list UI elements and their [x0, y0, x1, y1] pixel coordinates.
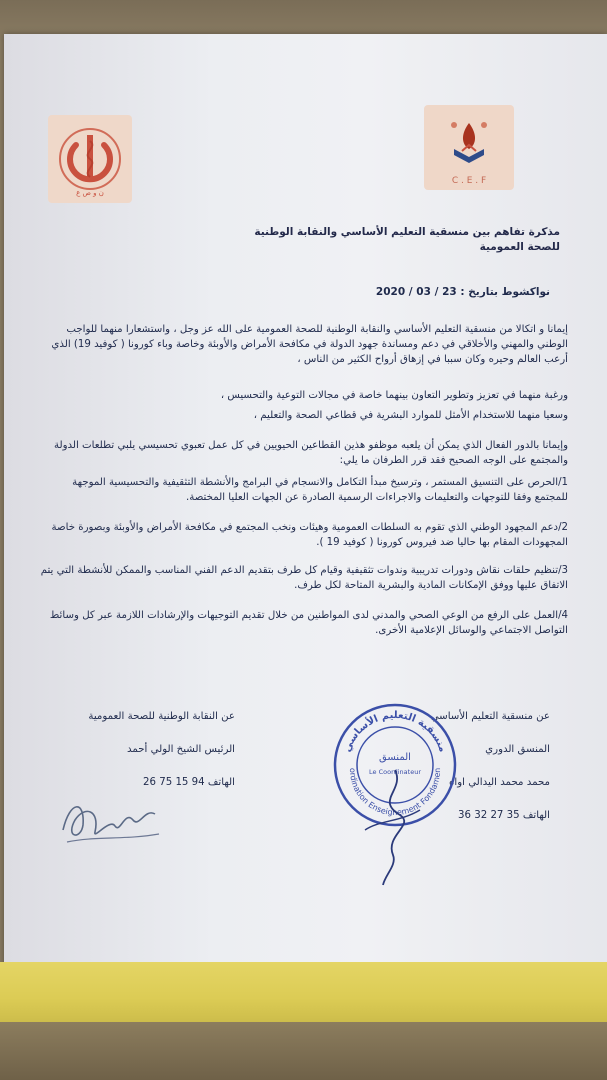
signature-block-union	[50, 700, 235, 799]
signature-name: محمد محمد اليدالي اواه	[449, 777, 550, 788]
coordinator-signature-scribble	[355, 760, 430, 890]
background-bottom	[0, 1022, 607, 1080]
signature-org: عن منسقية التعليم الأساسي	[430, 711, 550, 722]
paragraph-decision: وإيمانا بالدور الفعال الذي يمكن أن يلعبه موظفو هذين القطاعين الحيويين في كل عمل تعبوي تحسيسي يلبي تطلعات الدولة والمجتمع على الوجه الصحيح فقد قرر الطرفان ما يلي:	[54, 440, 568, 466]
clause-3: 3/تنظيم حلقات نقاش ودورات تدريبية وندوات تثقيفية وقيام كل طرف بتقديم الدعم الفني المناسب والممكن للأنشطة التي يتم الاتفاق عليها ووفق الإمكانات المادية والبشرية المتاحة لكل طرف.	[40, 565, 568, 591]
signature-role: الرئيس الشيخ الولي أحمد	[127, 744, 235, 755]
signature-phone: الهاتف 35 27 32 36	[458, 810, 550, 821]
stamp-center-title: المنسق	[379, 752, 411, 763]
clause-2: 2/دعم المجهود الوطني الذي تقوم به السلطات العمومية وهيئات ونخب المجتمع في مكافحة الأمراض والأوبئة وبصورة خاصة المجهودات المقام بها حاليا ضد فيروس كورونا ( كوفيد 19 ).	[51, 522, 568, 548]
health-union-logo-text: ن و ص ع	[76, 189, 104, 197]
paragraph-cooperation: ورغبة منهما في تعزيز وتطوير التعاون بينهما خاصة في مجالات التوعية والتحسيس ،	[220, 390, 568, 401]
coordination-logo-letters: C . E . F	[451, 176, 487, 186]
coordination-logo	[424, 105, 514, 190]
signature-role: المنسق الدوري	[485, 744, 550, 755]
stamp-center-subtitle: Le Coordinateur	[369, 768, 421, 776]
document-title: مذكرة تفاهم بين منسقية التعليم الأساسي والنقابة الوطنية للصحة العمومية	[254, 226, 560, 253]
background-yellow-surface	[0, 962, 607, 1022]
stamp-bottom-text: ordination Enseignement Fondamen	[347, 767, 443, 818]
clause-4: 4/العمل على الرفع من الوعي الصحي والمدني لدى المواطنين من خلال تقديم التوجيهات والإرشادات اللازمة عبر كل وسائط التواصل الاجتماعي والوسائل الإعلامية الأخرى.	[49, 610, 568, 636]
document-date: نواكشوط بتاريخ : 23 / 03 / 2020	[375, 286, 550, 298]
paragraph-intro: إيمانا و اتكالا من منسقية التعليم الأساسي والنقابة الوطنية للصحة العمومية على الله عز وجل ، واستشعارا منهما للواجب الوطني والمهني والأخلاقي في دعم ومساندة جهود الدولة في مكافحة الأمراض والأوبئة وخاصة وباء كورونا ( كوفيد 19) الذي أرعب العالم وحيره وكان سببا في إزهاق أرواح الكثير من الناس ،	[51, 324, 568, 365]
signature-org: عن النقابة الوطنية للصحة العمومية	[88, 711, 235, 722]
health-union-logo	[48, 115, 132, 203]
paragraph-resources: وسعيا منهما للاستخدام الأمثل للموارد البشرية في قطاعي الصحة والتعليم ،	[253, 410, 568, 421]
signature-phone: الهاتف 94 15 75 26	[143, 777, 235, 788]
clause-1: 1/الحرص على التنسيق المستمر ، وترسيخ مبدأ التكامل والانسجام في البرامج والأنشطة التثقيفية والتحسيسية الموجهة للمجتمع وفقا للتوجهات والتعليمات والاجراءات الرسمية الصادرة عن الجهات العليا المختصة.	[72, 477, 568, 503]
stamp-ring-text: منسقية التعليم الأساسي	[341, 709, 448, 754]
union-signature-scribble	[55, 790, 165, 850]
